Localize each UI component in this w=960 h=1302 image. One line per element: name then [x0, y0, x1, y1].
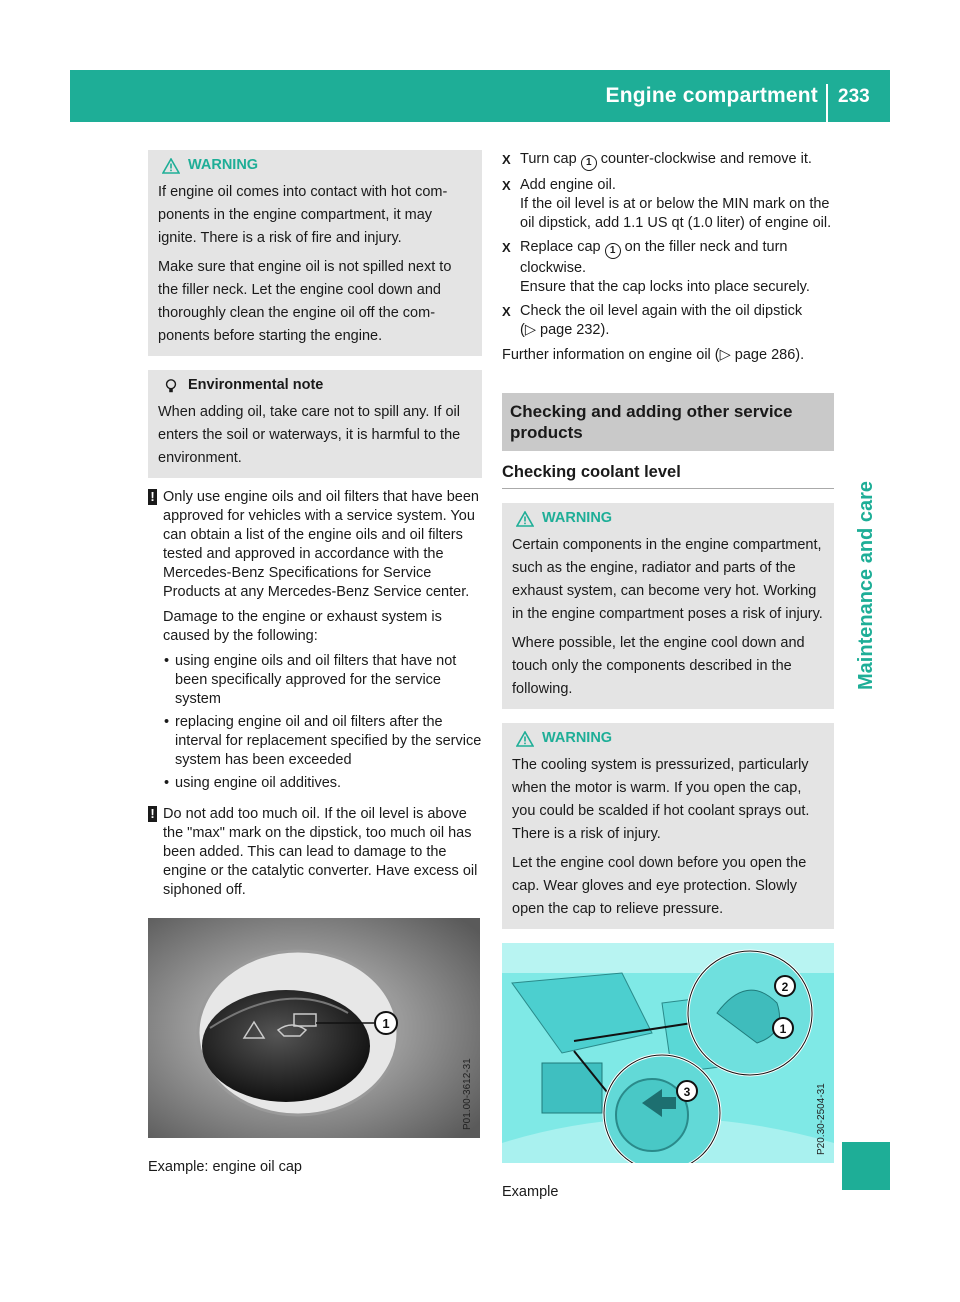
oil-cap-figure [148, 918, 482, 1177]
warning-text: Make sure that engine oil is not spilled next to the filler neck. Let the engine cool down and thoroughly clean the engine oil off the components before starting the engine. [158, 259, 452, 344]
step-item: X Turn cap 1 counter-clockwise and remove it. [502, 150, 834, 171]
coolant-figure [502, 943, 834, 1202]
figure-caption: Example [502, 1184, 559, 1200]
image-code: P01.00-3612-31 [462, 1058, 473, 1130]
warning-title: WARNING [188, 157, 259, 173]
warning-box-pressurized [502, 723, 834, 929]
exclamation-icon: ! [148, 489, 157, 505]
list-item: • using engine oil additives. [163, 774, 482, 793]
instruction-steps [502, 150, 834, 340]
engine-compartment-photo [502, 943, 834, 1163]
lightbulb-icon [162, 378, 180, 394]
list-item: • replacing engine oil and oil filters after the interval for replacement specified by the service system has been exceeded [163, 713, 482, 770]
section-heading: Checking and adding other service products [502, 393, 834, 451]
callout-3: 3 [683, 1085, 691, 1099]
damage-causes-list [163, 652, 482, 793]
warning-triangle-icon [162, 158, 180, 174]
chapter-tab-label: Maintenance and care [854, 480, 877, 690]
warning-triangle-icon [516, 511, 534, 527]
notice-text: Only use engine oils and oil filters that have been approved for vehicles with a service system. You can obtain a list of the engine oils and oil filters tested and approved in accordance with the Mercedes-Benz Specifications for Service Products at any Mercedes-Benz Service center. [163, 489, 479, 600]
warning-text: The cooling system is pressurized, particularly when the motor is warm. If you open the cap, you could be scalded if hot coolant sprays out. There is a risk of injury. [512, 757, 810, 842]
notice-text: Do not add too much oil. If the oil level is above the "max" mark on the dipstick, too much oil has been added. This can lead to damage to the engine or the catalytic converter. Have excess oil siphoned off. [163, 806, 478, 898]
step-item: X Add engine oil. If the oil level is at or below the MIN mark on the oil dipstick, add 1.1 US qt (1.0 liter) of engine oil. [502, 177, 832, 231]
step-arrow-icon: X [502, 304, 511, 319]
step-arrow-icon: X [502, 240, 511, 255]
further-info: Further information on engine oil (▷ page 286). [502, 347, 805, 363]
exclamation-icon: ! [148, 806, 157, 822]
callout-1: 1 [779, 1022, 787, 1036]
header-divider [826, 84, 828, 122]
warning-box-fire [148, 150, 482, 356]
step-arrow-icon: X [502, 152, 511, 167]
notice-text: Damage to the engine or exhaust system is caused by the following: [163, 609, 442, 644]
warning-text: Certain components in the engine compartment, such as the engine, radiator and parts of the exhaust system, can become very hot. Working in the engine compartment poses a risk of injury. [512, 537, 823, 622]
environmental-note-text: When adding oil, take care not to spill any. If oil enters the soil or waterways, it is harmful to the environment. [158, 404, 461, 466]
warning-triangle-icon [516, 731, 534, 747]
page-number: 233 [838, 86, 870, 107]
page-reference[interactable]: (▷ page 232). [520, 322, 610, 338]
section-title: Engine compartment [605, 84, 818, 107]
callout-2: 2 [781, 980, 789, 994]
subsection-heading: Checking coolant level [502, 451, 834, 489]
figure-caption: Example: engine oil cap [148, 1159, 302, 1175]
notice-overfill [148, 805, 482, 906]
callout-1-ref: 1 [581, 155, 597, 171]
chapter-marker [842, 1142, 890, 1190]
callout-1-ref: 1 [605, 243, 621, 259]
right-column [502, 150, 834, 1202]
warning-title: WARNING [542, 730, 613, 746]
chapter-tab [842, 470, 890, 700]
environmental-note-box [148, 370, 482, 478]
warning-title: WARNING [542, 510, 613, 526]
image-code: P20.30-2504-31 [816, 1083, 827, 1155]
step-arrow-icon: X [502, 178, 511, 193]
notice-approved-oils [148, 488, 482, 797]
left-column [148, 150, 482, 1177]
list-item: • using engine oils and oil filters that have not been specifically approved for the service system [163, 652, 482, 709]
warning-box-hot-components [502, 503, 834, 709]
oil-cap-photo [148, 918, 480, 1138]
callout-1: 1 [382, 1016, 390, 1031]
header-bar [70, 70, 890, 122]
warning-text: Where possible, let the engine cool down and touch only the components described in the following. [512, 635, 805, 697]
warning-text: If engine oil comes into contact with hot components in the engine compartment, it may ignite. There is a risk of fire and injury. [158, 184, 448, 246]
step-item: X Check the oil level again with the oil dipstick (▷ page 232). [502, 303, 803, 338]
warning-text: Let the engine cool down before you open the cap. Wear gloves and eye protection. Slowly open the cap to relieve pressure. [512, 855, 807, 917]
step-item: X Replace cap 1 on the filler neck and turn clockwise. Ensure that the cap locks into place securely. [502, 239, 810, 295]
environmental-note-title: Environmental note [188, 377, 324, 393]
